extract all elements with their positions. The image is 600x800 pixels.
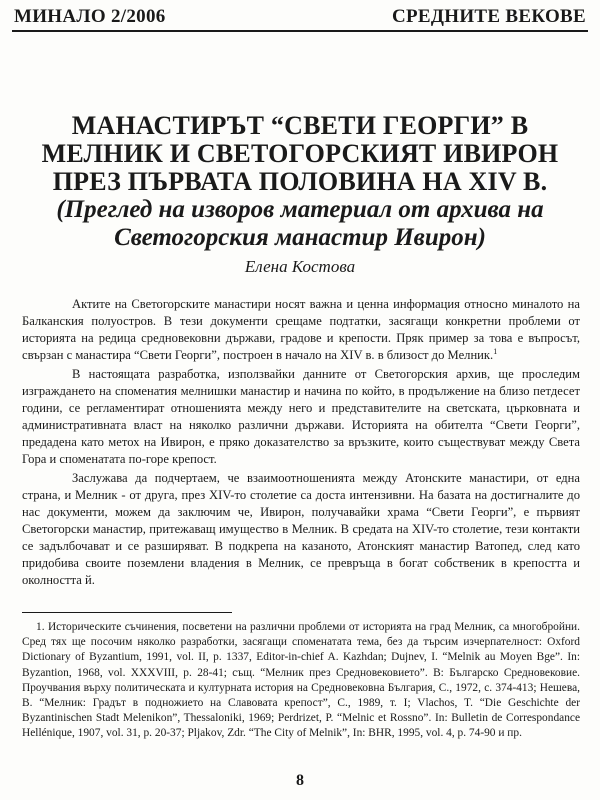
title-line: МАНАСТИРЪТ “СВЕТИ ГЕОРГИ” В [71, 111, 529, 140]
article-body [22, 296, 580, 591]
page-number: 8 [296, 772, 304, 789]
body-paragraph: Заслужава да подчертаем, че взаимоотношенията между Атонските манастири, от една страна, и Мелник - от друга, през XIV-то столетие са доста интензивни. На базата на достигналите до нас документи, можем да заключим че, Ивирон, получавайки храма “Свети Георги”, е първият Светогорски манастир, притежаващ имущество в Мелник. В средата на XIV-то столетие, тези контакти се задълбочават и се разширяват. В подкрепа на казаното, Атонският манастир Ватопед, след като придобива своите поземлени владения в Мелник, се превръща в богат собственик в крепостта и околността й. [22, 471, 580, 587]
author-name: Елена Костова [244, 257, 356, 276]
footnote-rule [22, 612, 232, 613]
article-title-block [30, 112, 570, 278]
title-line: МЕЛНИК И СВЕТОГОРСКИЯТ ИВИРОН [41, 139, 559, 168]
subtitle-line: Светогорския манастир Ивирон) [114, 224, 486, 251]
footnote-text: 1. Историческите съчинения, посветени на различни проблеми от историята на град Мелник, са многобройни. Сред тях ще посочим няколко разработки, засягащи споменатата тема, без да търсим изчерпателност: Oxford Dictionary of Byzantium, 1991, vol. II, p. 1337, Editor-in-chief A. Kazhdan; Dujnev, I. “Melnik au Moyen Bge”. In: Byzantion, 1968, vol. XXXVIII, p. 28-41; същ. “Мелник през Средновековието”. В: Българско Средновековие. Проучвания върху политическата и културната история на Средновековна България, С., 1972, с. 374-413; Нешева, В. “Мелник: Градът в подножието на Славовата крепост”, С., 1989, т. I; Vlachos, T. “Die Geschichte der Byzantinischen Stadt Melenikon”, Thessaloniki, 1969; Perdrizet, P. “Melnic et Rossno”. In: Bulletin de Correspondance Hellénique, 1907, vol. 31, p. 20-37; Pljakov, Zdr. “The City of Melnik”, In: BHR, 1995, vol. 4, p. 74-90 и пр. [22, 621, 580, 740]
section-title: СРЕДНИТЕ ВЕКОВЕ [392, 6, 586, 27]
running-header [14, 2, 586, 28]
body-paragraph: В настоящата разработка, използвайки данните от Светогорския архив, ще проследим изграждането на споменатия мелнишки манастир и начина по който, в продължение на близо петдесет години, се регламентират отношенията между него и представителите на светската, църковната и административната власт на няколко различни държави. Историята на обителта “Свети Георги”, предадена като метох на Ивирон, е пряко доказателство за връзките, които съществуват между Света Гора и споменатата по-горе крепост. [22, 367, 580, 466]
header-rule [12, 30, 588, 32]
journal-issue: МИНАЛО 2/2006 [14, 6, 166, 27]
footnote [22, 620, 580, 742]
title-line: ПРЕЗ ПЪРВАТА ПОЛОВИНА НА XIV В. [52, 167, 548, 196]
body-paragraph: Актите на Светогорските манастири носят важна и ценна информация относно миналото на Балканския полуостров. В тези документи срещаме подтатки, засягащи конкретни проблеми от историята на редица средновековни държави, градове и крепости. Пряк пример за това е въпросът, свързан с манастира “Свети Георги”, построен в начало на XIV в. в близост до Мелник.$^1$ [22, 297, 580, 362]
subtitle-line: (Преглед на изворов материал от архива на [56, 196, 544, 223]
footnote-marker: 1 [493, 346, 498, 356]
